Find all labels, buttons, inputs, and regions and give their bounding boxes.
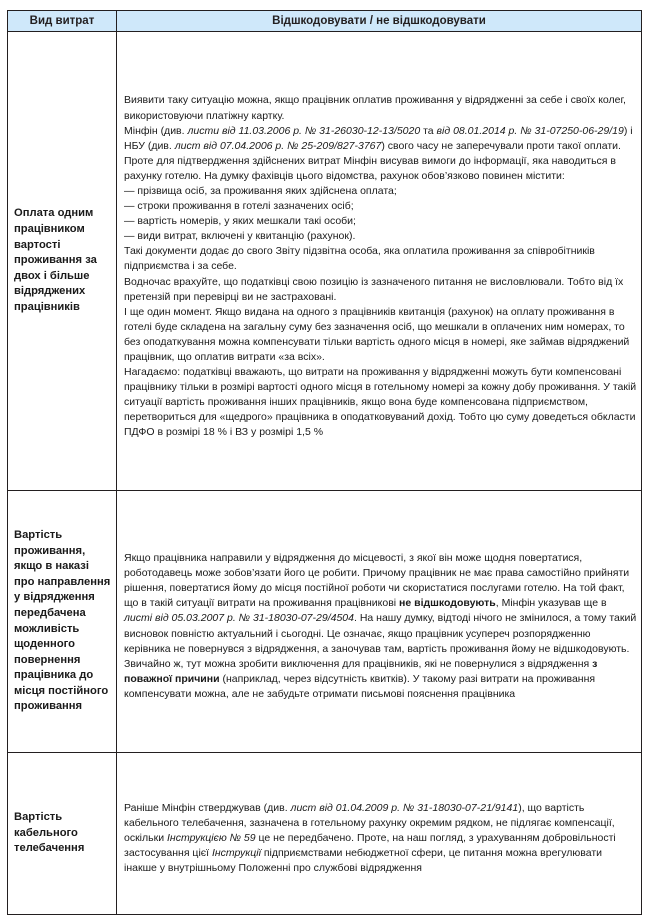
emphasis: не відшкодовують [399, 597, 496, 610]
expenses-table [7, 10, 642, 915]
document-reference: листи від 11.03.2006 р. № 31-26030-12-13/5020 [187, 124, 421, 137]
row-body [117, 491, 642, 753]
paragraph: Мінфін (див. листи від 11.03.2006 р. № 31-26030-12-13/5020 та від 08.01.2014 р. № 31-07250-06-29/19) і НБУ (див. лист від 07.04.2006 р. № 25-209/827-3767) свого часу не заперечували проти такої оплати. Проте для підтвердження здійснених витрат Мінфін висував вимоги до інформації, яка наводиться в рахунку готелю. На думку фахівців цього відомства, рахунок обов’язково повинен містити: [124, 124, 633, 182]
row-body [117, 32, 642, 491]
paragraph: Раніше Мінфін стверджував (див. лист від 01.04.2009 р. № 31-18030-07-21/9141), що вартість кабельного телебачення, зазначена в готельному рахунку окремим рядком, не підлягає компенсації, оскільки Інструкцією № 59 це не передбачено. Проте, на наш погляд, з урахуванням добровільності застосування цієї Інструкції підприємствами небюджетної сфери, це питання можна врегулювати інакше у внутрішньому Положенні про службові відрядження [124, 801, 616, 875]
table-header-row [8, 11, 642, 32]
paragraph: Такі документи додає до свого Звіту підзвітна особа, яка оплатила проживання за співробітників підприємства і за себе. [124, 245, 595, 273]
table-row [8, 491, 642, 753]
header-reimbursement: Відшкодовувати / не відшкодовувати [117, 11, 642, 32]
document-reference: листі від 05.03.2007 р. № 31-18030-07-29/4504 [124, 612, 354, 625]
row-label: Вартість кабельного телебачення [8, 753, 117, 915]
row-label: Вартість проживання, якщо в наказі про направлення у відрядження передбачена можливість щоденного повернення працівника до місця постійного проживання [8, 491, 117, 753]
emphasis: з поважної причини [124, 657, 598, 685]
table-row [8, 753, 642, 915]
paragraph: Виявити таку ситуацію можна, якщо працівник оплатив проживання у відрядженні за себе і своїх колег, використовуючи платіжну картку. [124, 94, 626, 122]
document-reference: лист від 01.04.2009 р. № 31-18030-07-21/9141 [290, 801, 519, 814]
document-reference: від 08.01.2014 р. № 31-07250-06-29/19 [436, 124, 624, 137]
row-body [117, 753, 642, 915]
list-item: — види витрат, включені у квитанцію (рахунок). [124, 230, 356, 243]
list-item: — прізвища осіб, за проживання яких здійснена оплата; [124, 184, 397, 197]
document-reference: Інструкцією № 59 [167, 831, 256, 844]
document-reference: Інструкції [211, 847, 261, 860]
paragraph: Водночас врахуйте, що податківці свою позицію із зазначеного питання не висловлювали. Тобто від їх претензій при перевірці ви не застраховані. [124, 275, 624, 303]
table-row [8, 32, 642, 491]
row-label: Оплата одним працівником вартості проживання за двох і більше відряджених працівників [8, 32, 117, 491]
list-item: — вартість номерів, у яких мешкали такі особи; [124, 215, 356, 228]
document-reference: лист від 07.04.2006 р. № 25-209/827-3767 [174, 139, 382, 152]
list-item: — строки проживання в готелі зазначених осіб; [124, 200, 354, 213]
paragraph: Нагадаємо: податківці вважають, що витрати на проживання у відрядженні можуть бути компенсовані працівнику тільки в розмірі вартості одного місця в готельному номері за кожну добу проживання. У такій ситуації вартість проживання інших працівників, якщо вона буде компенсована підприємством, перетвориться для «щедрого» працівника в оподатковуваний дохід. Тобто цю суму доведеться обкласти ПДФО в розмірі 18 % і ВЗ у розмірі 1,5 % [124, 366, 637, 439]
paragraph: Якщо працівника направили у відрядження до місцевості, з якої він може щодня повертатися, роботодавець може зобов’язати його це робити. Причому працівник не має права самостійно прийняти рішення, повертатися йому до місця постійної роботи чи скористатися послугами готелю. На той факт, що в такій ситуації витрати на проживання працівникові не відшкодовують, Мінфін указував ще в листі від 05.03.2007 р. № 31-18030-07-29/4504. На нашу думку, відтоді нічого не змінилося, а тому такий висновок повністю актуальний і сьогодні. Це означає, якщо працівник усупереч розпорядженню керівника не повернувся з відрядження, а заночував там, вартість проживання йому не відшкодовують. Звичайно ж, тут можна зробити виключення для працівників, які не повернулися з відрядження з поважної причини (наприклад, через відсутність квитків). У такому разі витрати на проживання компенсувати можна, але не забудьте отримати письмові пояснення працівника [124, 552, 637, 700]
header-expense-type: Вид витрат [8, 11, 117, 32]
paragraph: І ще один момент. Якщо видана на одного з працівників квитанція (рахунок) на оплату проживання в готелі буде складена на загальну суму без зазначення осіб, що мешкали в оплачених ним номерах, то без оподаткування можна компенсувати тільки вартість одного місця в номері, яке займав відряджений працівник, що оплатив витрати «за всіх». [124, 305, 630, 364]
